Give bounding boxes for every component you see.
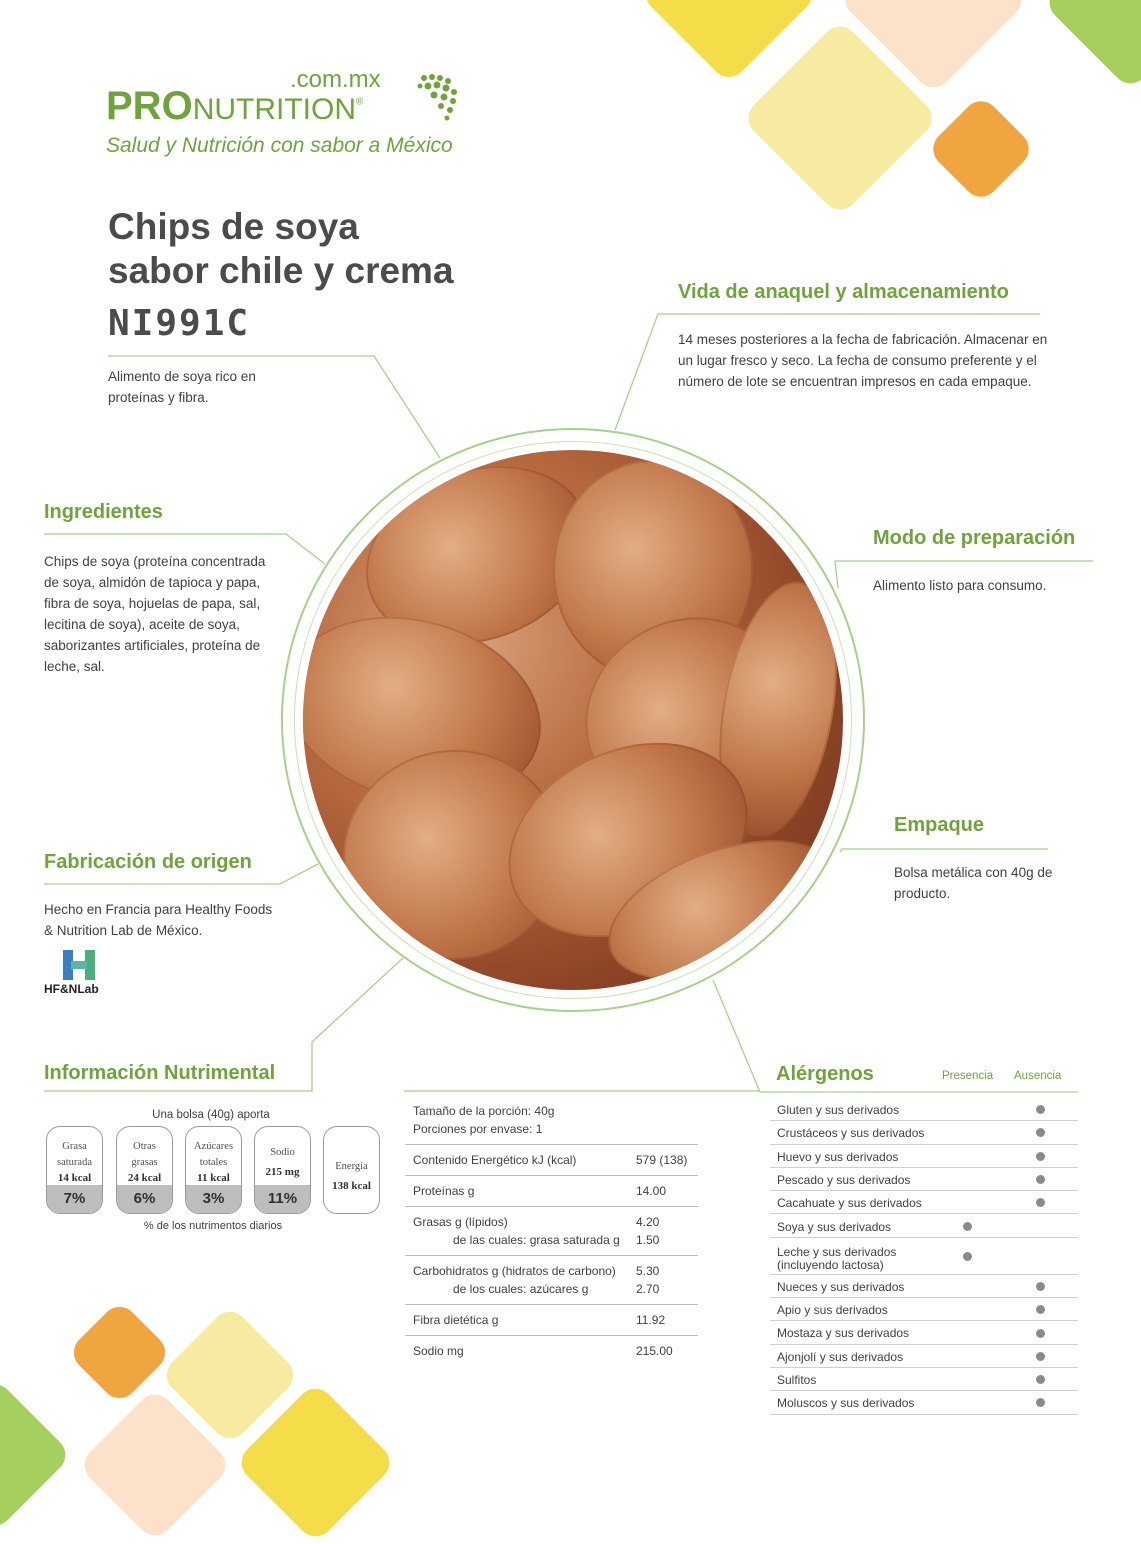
product-title-line1: Chips de soya [108, 206, 359, 247]
badge-percent: 3% [186, 1185, 241, 1213]
table-row [405, 1305, 698, 1336]
badges-footer: % de los nutrimentos diarios [143, 1220, 283, 1232]
table-row [405, 1336, 698, 1363]
ingredients-heading: Ingredientes [44, 501, 163, 523]
allergens-col-absence: Ausencia [1014, 1070, 1062, 1082]
serving-size: Tamaño de la porción: 40g [413, 1104, 555, 1118]
nutrition-table [405, 1100, 698, 1362]
row-label: Carbohidratos g (hidratos de carbono) [413, 1264, 616, 1278]
allergen-name: Ajonjolí y sus derivados [777, 1349, 904, 1364]
badge-value: 138 kcal [332, 1180, 371, 1192]
ingredients-text: Chips de soya (proteína concentrada de soya, almidón de tapioca y papa, fibra de soya, hojuelas de papa, sal, lecitina de soya), aceite de soya, saborizantes artificiales, proteína de leche, sal. [44, 554, 266, 674]
allergen-name: Moluscos y sus derivados [777, 1396, 915, 1411]
logo-pro: PRO [106, 84, 193, 128]
badge-label: Energía [335, 1161, 368, 1172]
row-label: Grasas g (lípidos) [413, 1215, 508, 1229]
row-label: Sodio mg [413, 1344, 464, 1358]
row-sub-value: 2.70 [636, 1282, 660, 1296]
badge-total-sugars [185, 1126, 242, 1214]
badge-percent: 11% [255, 1185, 310, 1213]
hfnl-logo-text: HF&NLab [44, 982, 99, 996]
row-value: 5.30 [636, 1264, 660, 1278]
row-value: 14.00 [628, 1176, 698, 1207]
allergen-row [770, 1098, 1078, 1121]
shelf-text: 14 meses posteriores a la fecha de fabricación. Almacenar en un lugar fresco y seco. La fecha de consumo preferente y el número de lote se encuentran impresos en cada empaque. [678, 332, 1048, 389]
table-row [405, 1176, 698, 1207]
allergens-col-presence: Presencia [942, 1070, 994, 1082]
row-value: 11.92 [628, 1305, 698, 1336]
allergen-name: Soya y sus derivados [777, 1219, 892, 1234]
row-sub-label: de los cuales: azúcares g [453, 1282, 589, 1296]
badge-value: 24 kcal [127, 1172, 162, 1184]
logo-tagline: Salud y Nutrición con sabor a México [106, 134, 453, 157]
badge-label: Sodio [270, 1147, 295, 1158]
preparation-heading: Modo de preparación [873, 527, 1076, 549]
product-photo [303, 450, 843, 990]
row-label: Contenido Energético kJ (kcal) [405, 1145, 628, 1176]
allergen-name: Mostaza y sus derivados [777, 1326, 910, 1341]
allergen-name: Sulfitos [777, 1373, 817, 1387]
allergen-row [770, 1191, 1078, 1214]
allergen-row [770, 1238, 1078, 1275]
hfnl-logo [44, 948, 114, 998]
allergen-name: Crustáceos y sus derivados [777, 1126, 925, 1141]
allergen-name: Leche y sus derivados [777, 1244, 897, 1259]
allergen-name: Pescado y sus derivados [777, 1172, 911, 1187]
presence-dot [963, 1252, 972, 1261]
packaging-heading: Empaque [894, 814, 985, 836]
logo-nutrition: NUTRITION [192, 93, 357, 126]
row-label: Fibra dietética g [405, 1305, 628, 1336]
absence-dot [1036, 1105, 1045, 1114]
product-description: Alimento de soya rico en proteínas y fibra. [108, 369, 256, 405]
badge-label: Grasa [62, 1141, 87, 1152]
allergen-row [770, 1298, 1078, 1321]
badge-energy [323, 1126, 380, 1214]
nutrition-heading: Información Nutrimental [44, 1062, 276, 1084]
shelf-heading: Vida de anaquel y almacenamiento [678, 281, 1009, 303]
origin-heading: Fabricación de origen [44, 851, 252, 873]
table-row [405, 1256, 698, 1305]
table-row [405, 1145, 698, 1176]
row-sub-label: de las cuales: grasa saturada g [453, 1233, 620, 1247]
logo-domain: .com.mx [290, 66, 381, 93]
badge-label: saturada [57, 1157, 92, 1168]
allergen-row [770, 1345, 1078, 1368]
badge-value: 11 kcal [197, 1172, 230, 1184]
absence-dot [1036, 1398, 1045, 1407]
absence-dot [1036, 1305, 1045, 1314]
badge-label: Otras [133, 1141, 156, 1152]
badge-label: totales [199, 1157, 228, 1168]
row-value: 4.20 [636, 1215, 660, 1229]
row-label: Proteínas g [405, 1176, 628, 1207]
product-code: NI991C [108, 303, 251, 344]
table-row [405, 1100, 698, 1145]
absence-dot [1036, 1152, 1045, 1161]
badge-value: 215 mg [265, 1166, 300, 1178]
badge-saturated-fat [46, 1126, 103, 1214]
logo-registered: ® [356, 96, 364, 108]
presence-dot [963, 1222, 972, 1231]
row-value: 215.00 [636, 1344, 673, 1358]
badge-label: Azúcares [193, 1141, 234, 1152]
allergen-row [770, 1145, 1078, 1168]
absence-dot [1036, 1175, 1045, 1184]
allergen-row [770, 1321, 1078, 1344]
allergen-row [770, 1168, 1078, 1191]
badge-percent: 6% [117, 1185, 172, 1213]
row-value: 579 (138) [628, 1145, 698, 1176]
allergen-row [770, 1391, 1078, 1414]
allergen-name-note: (incluyendo lactosa) [777, 1257, 884, 1272]
origin-text: Hecho en Francia para Healthy Foods & Nutrition Lab de México. [44, 902, 273, 938]
allergen-name: Cacahuate y sus derivados [777, 1196, 922, 1211]
absence-dot [1036, 1282, 1045, 1291]
allergen-name: Nueces y sus derivados [777, 1279, 905, 1294]
table-row [405, 1207, 698, 1256]
badge-value: 14 kcal [57, 1172, 92, 1184]
absence-dot [1036, 1198, 1045, 1207]
hfnl-h-icon [61, 948, 97, 982]
product-title-line2: sabor chile y crema [108, 250, 454, 291]
absence-dot [1036, 1352, 1045, 1361]
allergens-heading: Alérgenos [776, 1063, 874, 1085]
row-sub-value: 1.50 [636, 1233, 660, 1247]
badges-caption: Una bolsa (40g) aporta [152, 1109, 270, 1121]
allergen-row [770, 1121, 1078, 1144]
badge-sodium [254, 1126, 311, 1214]
badge-other-fats [116, 1126, 173, 1214]
absence-dot [1036, 1329, 1045, 1338]
allergen-name: Huevo y sus derivados [777, 1149, 899, 1164]
badge-label: grasas [131, 1157, 158, 1168]
allergen-row [770, 1215, 1078, 1238]
absence-dot [1036, 1128, 1045, 1137]
allergen-row [770, 1368, 1078, 1391]
preparation-text: Alimento listo para consumo. [873, 578, 1047, 593]
absence-dot [1036, 1375, 1045, 1384]
allergen-row [770, 1275, 1078, 1298]
allergen-name: Gluten y sus derivados [777, 1103, 900, 1117]
packaging-text: Bolsa metálica con 40g de producto. [894, 865, 1053, 901]
servings-per-pack: Porciones por envase: 1 [413, 1122, 543, 1136]
allergen-name: Apio y sus derivados [777, 1303, 888, 1318]
badge-percent: 7% [47, 1185, 102, 1213]
